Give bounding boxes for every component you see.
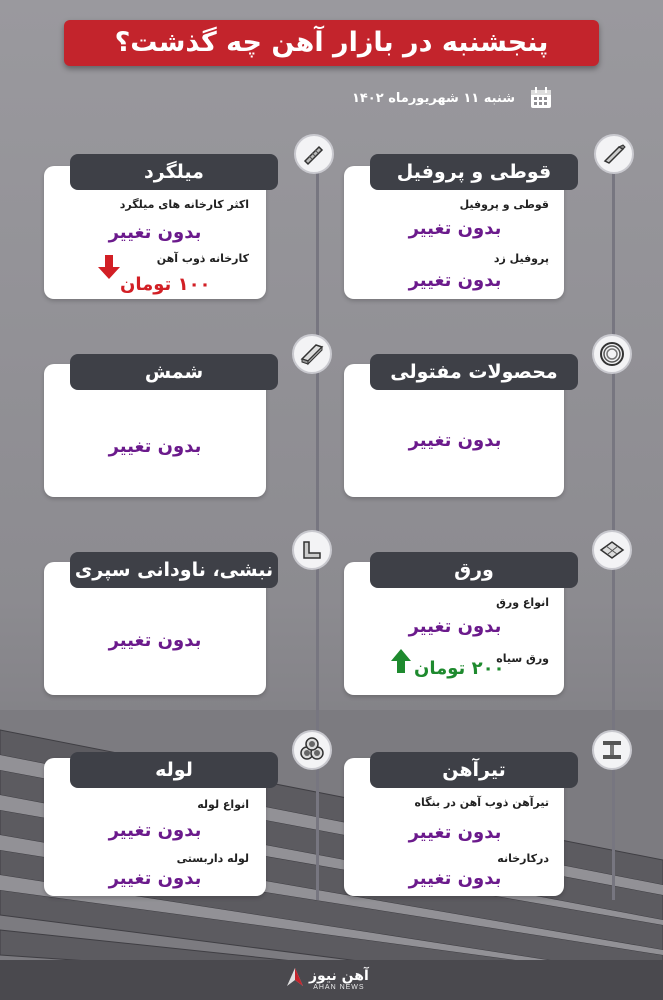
profile-value-2: بدون تغییر (408, 270, 502, 291)
beam-label-1: تیرآهن ذوب آهن در بنگاه (414, 796, 549, 809)
pipe-value-2: بدون تغییر (108, 868, 202, 889)
profile-value-1: بدون تغییر (408, 218, 502, 239)
card-pipe-title: لوله (70, 752, 278, 788)
rebar-value-1: بدون تغییر (108, 222, 202, 243)
pipe-icon (292, 730, 332, 770)
sheet-label-1: انواع ورق (496, 596, 549, 609)
card-wire-title: محصولات مفتولی (370, 354, 578, 390)
arrow-down-icon (97, 254, 121, 284)
logo-icon (285, 966, 305, 992)
ingot-icon (292, 334, 332, 374)
footer-logo (285, 966, 369, 992)
ingot-value: بدون تغییر (108, 436, 202, 457)
card-rebar-title: میلگرد (70, 154, 278, 190)
card-ingot-title: شمش (70, 354, 278, 390)
logo-text-en: AHAN NEWS (313, 983, 365, 991)
beam-label-2: درکارخانه (497, 852, 549, 865)
wire-value: بدون تغییر (408, 430, 502, 451)
beam-icon (592, 730, 632, 770)
beam-value-1: بدون تغییر (408, 822, 502, 843)
date-text: شنبه ۱۱ شهریورماه ۱۴۰۲ (351, 90, 515, 106)
date-row (352, 86, 553, 110)
pipe-value-1: بدون تغییر (108, 820, 202, 841)
logo-text-fa: آهن نیوز (309, 967, 369, 984)
card-angle-title: نبشی، ناودانی سپری (70, 552, 278, 588)
card-beam-title: تیرآهن (370, 752, 578, 788)
sheet-value-1: بدون تغییر (408, 616, 502, 637)
profile-label-2: پروفیل زد (493, 252, 549, 265)
rebar-icon (294, 134, 334, 174)
beam-value-2: بدون تغییر (408, 868, 502, 889)
rebar-value-2: ۱۰۰ تومان (120, 274, 211, 295)
angle-icon (292, 530, 332, 570)
pipe-label-1: انواع لوله (197, 798, 249, 811)
sheet-value-2: ۲۰۰ تومان (414, 658, 505, 679)
profile-tube-icon (594, 134, 634, 174)
pipe-label-2: لوله داربستی (176, 852, 249, 865)
angle-value: بدون تغییر (108, 630, 202, 651)
calendar-icon (529, 86, 553, 110)
profile-label-1: قوطی و پروفیل (459, 198, 549, 211)
page-title: پنجشنبه در بازار آهن چه گذشت؟ (114, 27, 549, 58)
title-banner (64, 20, 599, 66)
rebar-label-1: اکثر کارخانه های میلگرد (119, 198, 249, 211)
arrow-up-icon (390, 648, 412, 678)
sheet-label-2: ورق سیاه (496, 652, 549, 665)
sheet-icon (592, 530, 632, 570)
card-sheet-title: ورق (370, 552, 578, 588)
rebar-label-2: کارخانه ذوب آهن (156, 252, 249, 265)
wire-coil-icon (592, 334, 632, 374)
card-profile-title: قوطی و پروفیل (370, 154, 578, 190)
